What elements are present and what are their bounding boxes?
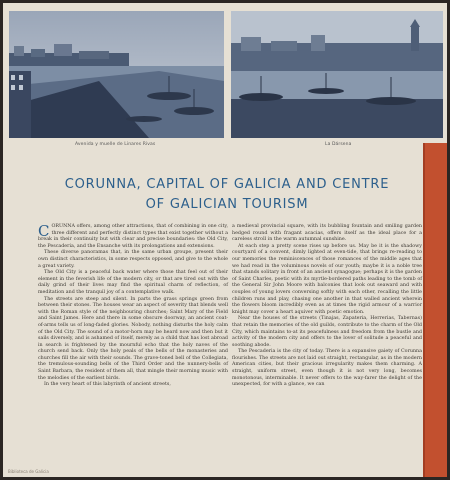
brochure-page: [3, 3, 447, 477]
photo-caption-right: La Dársena: [325, 142, 352, 147]
body-paragraph: These diverse panoramas that, in the same urban groupe, present their own distinct characteristics, in some respects opposed, and give to the whole a great variety.: [38, 250, 228, 269]
photo-caption-left: Avenida y muelle de Linares Rivas: [75, 142, 156, 147]
body-column-right: [232, 224, 422, 389]
paragraph-text: ORUNNA offers, among other attractions, that of combining in one city, three different and perfectly distinct types that exist together without a break in their continuity but with clear and precise boundaries: the Old City, the Pescaderia, and the Ensanche with its prolongations and extensions.: [38, 224, 228, 249]
body-paragraph: a medieval provincial square, with its bubbling fountain and smiling garden hedged round with fragant acacias, offers itself as the ideal place for a careless stroll in the warm autumnal sunshine.: [232, 224, 422, 243]
body-paragraph: [38, 224, 228, 250]
body-paragraph: The streets are steep and silent. In parts the grass springs green from between their stones. The houses wear an aspect of severity that blends well with the Roman style of the neighbouring churches; Saint Mary of the Field and Saint James. Here and there in some obscure doorway, an ancient coat-of-arms tells us of long-faded glories. Nobody, nothing disturbs the holy calm of the Old City. The sound of a motor-horn may be heard now and then but it sails diversely, and is ashamed of itself, merely as a child that has lost abroad in search is frightened by the mournful echo that the holy naves of the church send back. Only the holy peals of the bells of the monasteries and churches fill the air with their sounds. The grave-toned bell of the Collegiata, the tremulous-sounding bells of the Third Order and the nunnery-bells of Saint Barbara, the resident of them all, that mingle their morning music with the melodies of the earliest birds.: [38, 296, 228, 381]
title-line-2: OF GALICIAN TOURISM: [145, 197, 309, 212]
harbour-photo-illustration: [9, 11, 224, 138]
photo-avenue-harbour: [9, 11, 224, 138]
body-paragraph: At each step a pretty scene rises up before us. May be it is the shadowy courtyard of a convent, dimly lighted at even-tide, that brings re-reading to our memories the reminiscences of those romances of the middle ages that we had read in the voluminous novels of our youth; maybe it is a noble tree that stands solitary in front of an ancient synagogue; perhaps it is the garden of Saint Charles, poetic with its myrtle-bordered paths leading to the tomb of the General Sir John Moore with balconies that look out seaward and with couples of young lovers conversing softly with each other, recalling the little children runs and play, chasing one another in that walled ancient wherein the flowers bloom incredibly even as at times the rigid armour of a warrior knight may cover a heart aquiver with poetic emotion.: [232, 243, 422, 315]
photo-darsena: [231, 11, 443, 138]
body-paragraph: The Pescaderia is the city of today. There is a expansive gaiety of Corunna flourishes. The streets are not laid out straight, rectangular, as in the modern American cities, but their gracious irregularity makes them charming. A straight, uniform street, even though it is not very long, becomes monotonous, interminable. It never offers to the way-farer the delight of the unexpected, for with a glance, we can: [232, 349, 422, 388]
title-line-1: CORUNNA, CAPITAL OF GALICIA AND CENTRE: [64, 177, 390, 192]
body-column-left: [38, 224, 228, 389]
page-title: [27, 175, 427, 215]
body-paragraph: In the very heart of this labyrinth of ancient streets,: [44, 382, 171, 388]
body-paragraph: The Old City is a peaceful back water where those that feel out of their element in the feverish life of the modern city, or that are tired out with the daily grind of their lives may find the spiritual charm of reflection, of meditation and the tranquil joy of a contemplative walk.: [38, 270, 228, 295]
library-footer: Biblioteca de Galicia: [8, 469, 49, 474]
drop-cap: C: [38, 222, 50, 240]
body-paragraph: Near the houses of the streets (Tinajas, Zapateria, Herrerias, Tabernas) that retain the memories of the old guilds, contribute to the charm of the Old City, which maintains to-at its peacefulness and freedom from the bustle and activity of the modern city and offers to the lover of solitude a peaceful and soothing abode.: [232, 316, 422, 348]
darsena-photo-illustration: [231, 11, 443, 138]
